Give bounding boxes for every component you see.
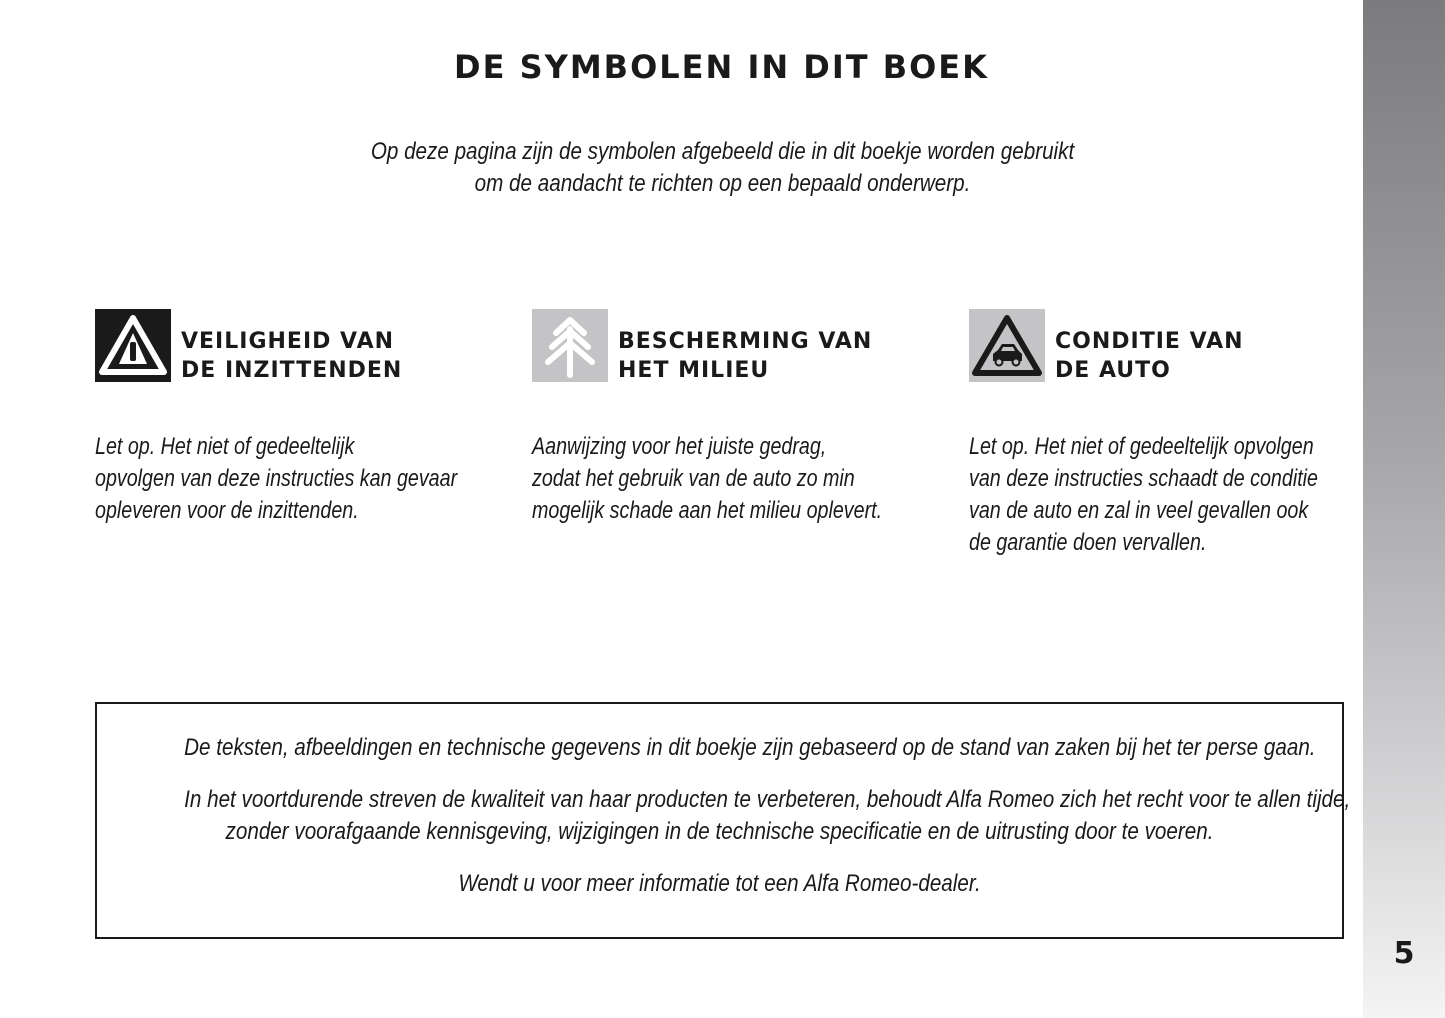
- description-line: zodat het gebruik van de auto zo min: [532, 465, 855, 492]
- description-line: opleveren voor de inzittenden.: [95, 497, 359, 524]
- disclaimer-line: In het voortdurende streven de kwaliteit van haar producten te verbeteren, behoudt Alfa Romeo zich het recht voor te allen tijde,: [184, 786, 1351, 813]
- disclaimer-line: Wendt u voor meer informatie tot een Alfa Romeo-dealer.: [458, 870, 981, 897]
- symbol-description: [532, 431, 926, 527]
- description-line: Let op. Het niet of gedeeltelijk opvolgen: [969, 433, 1314, 460]
- symbol-heading: [1055, 327, 1244, 385]
- description-line: van de auto en zal in veel gevallen ook: [969, 497, 1309, 524]
- symbol-heading-line: DE INZITTENDEN: [181, 358, 403, 383]
- symbol-heading: [181, 327, 402, 385]
- side-thumb-band: [1363, 0, 1445, 1018]
- symbol-heading-line: BESCHERMING VAN: [618, 329, 873, 354]
- symbol-heading-line: VEILIGHEID VAN: [181, 329, 395, 354]
- symbol-heading-line: CONDITIE VAN: [1055, 329, 1244, 354]
- intro-line-1: Op deze pagina zijn de symbolen afgebeeld die in dit boekje worden gebruikt: [370, 138, 1075, 165]
- description-line: Aanwijzing voor het juiste gedrag,: [532, 433, 827, 460]
- disclaimer-line: zonder voorafgaande kennisgeving, wijzigingen in de technische specificatie en de uitrusting door te voeren.: [225, 818, 1214, 845]
- tree-icon: [532, 309, 608, 382]
- intro-line-2: om de aandacht te richten op een bepaald onderwerp.: [474, 170, 971, 197]
- description-line: van deze instructies schaadt de conditie: [969, 465, 1318, 492]
- description-line: mogelijk schade aan het milieu oplevert.: [532, 497, 883, 524]
- disclaimer-box: [95, 702, 1351, 939]
- intro-text: [359, 136, 1086, 200]
- description-line: opvolgen van deze instructies kan gevaar: [95, 465, 458, 492]
- disclaimer-paragraph-3: [97, 868, 1342, 900]
- page-title: DE SYMBOLEN IN DIT BOEK: [454, 48, 989, 86]
- disclaimer-paragraph-2: [97, 784, 1351, 848]
- symbol-description: [969, 431, 1363, 559]
- symbol-heading: [618, 327, 872, 385]
- symbol-heading-line: DE AUTO: [1055, 358, 1171, 383]
- disclaimer-line: De teksten, afbeeldingen en technische gegevens in dit boekje zijn gebaseerd op de stand van zaken bij het ter perse gaan.: [184, 734, 1316, 761]
- warning-triangle-icon: [95, 309, 171, 382]
- page-number: 5: [1393, 936, 1415, 971]
- description-line: Let op. Het niet of gedeeltelijk: [95, 433, 355, 460]
- car-warning-icon: [969, 309, 1045, 382]
- disclaimer-paragraph-1: [97, 732, 1342, 764]
- symbol-description: [95, 431, 489, 527]
- symbol-heading-line: HET MILIEU: [618, 358, 770, 383]
- description-line: de garantie doen vervallen.: [969, 529, 1207, 556]
